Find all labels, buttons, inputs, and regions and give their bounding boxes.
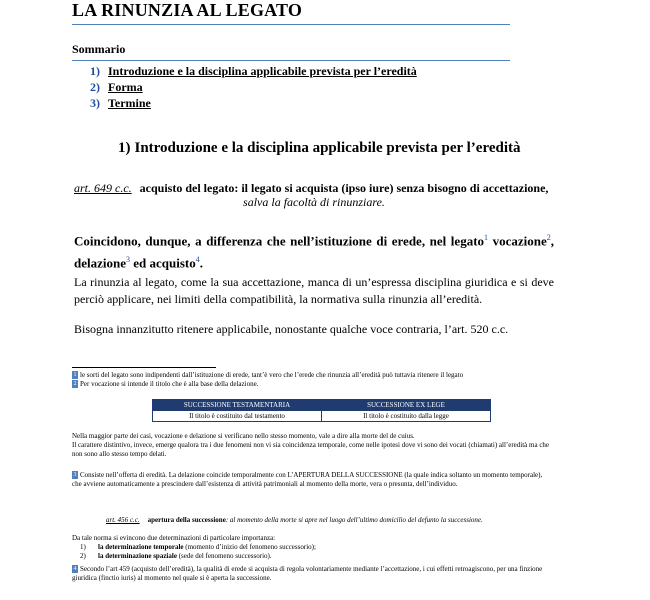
footnote-3 [72,471,552,489]
list-label: la determinazione temporale [98,543,184,551]
toc-item-forma[interactable] [90,79,417,95]
table-of-contents [90,63,417,111]
footnote-ref-2[interactable]: 2 [546,233,551,242]
coinc-text: Coincidono, dunque, a differenza che nell’istituzione di erede, nel legato [74,233,485,249]
toc-item-introduzione[interactable] [90,63,417,79]
table-cell: Il titolo è costituito dalla legge [322,411,491,422]
art-456-heading: apertura della successione [147,516,226,524]
art-649-reference[interactable]: art. 649 c.c. [74,181,132,195]
coinc-text: vocazione [488,233,547,249]
footnote-2 [72,380,552,389]
toc-link[interactable]: Introduzione e la disciplina applicabile prevista per l’eredità [108,64,417,78]
list-label: la determinazione spaziale [98,552,177,560]
footnote-marker: 4 [73,566,77,572]
footnote-2-para-1: Nella maggior parte dei casi, vocazione e delazione si verificano nello stesso momento, vale a dire alla morte del de cuius. [72,432,415,440]
footnote-marker: 3 [73,472,77,478]
sommario-divider [72,60,510,61]
coincidence-paragraph [74,228,554,273]
footnote-4 [72,565,552,583]
paragraph-art-520: Bisogna innanzitutto ritenere applicabile, nonostante qualche voce contraria, l’art. 520 c.c. [74,322,509,336]
section-number: 1) [118,140,131,156]
norm-list [80,543,560,561]
table-header: SUCCESSIONE TESTAMENTARIA [153,400,322,411]
art-456-reference[interactable]: art. 456 c.c. [106,516,140,524]
toc-number: 1) [90,64,100,78]
coinc-text: , delazione [74,233,554,271]
footnote-ref-3[interactable]: 3 [126,255,130,265]
footnote-separator [72,367,216,368]
toc-link[interactable]: Termine [108,96,151,110]
list-rest: (momento d’inizio del fenomeno successorio); [183,543,316,551]
footnote-ref-4[interactable]: 4 [195,255,200,265]
footnote-ref-1[interactable]: 1 [484,233,489,242]
norm-intro: Da tale norma si evincono due determinazioni di particolare importanza: [72,534,276,542]
list-number: 2) [80,552,86,560]
paragraph-rinunzia: La rinunzia al legato, come la sua accettazione, manca di un’espressa disciplina giuridica e si deve perciò applicare, nei limiti della compatibilità, la normativa sulla rinunzia all’eredità. [74,275,554,306]
art-649-continuation: salva la facoltà di rinunziare. [243,195,385,209]
sommario-label: Sommario [72,42,126,56]
footnote-text: Consiste nell’offerta di eredità. La delazione coincide temporalmente con L’APERTURA DELLA SUCCESSIONE (la quale indica soltanto un momento temporale), che avviene automaticamente a prescindere dall’esistenza di attività patrimoniali al momento della morte, vera o presunta, dell’individuo. [72,471,543,488]
title-divider [72,24,510,25]
footnote-1 [72,371,552,380]
art-649-heading: acquisto del legato [139,181,235,195]
footnote-text: Per vocazione si intende il titolo che è alla base della delazione. [80,380,259,388]
toc-link[interactable]: Forma [108,80,143,94]
footnote-text: le sorti del legato sono indipendenti dall’istituzione di erede, tant’è vero che l’erede che rinunzia all’eredità può tuttavia ritenere il legato [80,371,464,379]
list-item [80,552,560,561]
toc-number: 3) [90,96,100,110]
list-number: 1) [80,543,86,551]
section-title: Introduzione e la disciplina applicabile prevista per l’eredità [134,140,521,156]
coinc-text: . [199,255,203,271]
art-649-text: : il legato si acquista (ipso iure) senza bisogno di accettazione, [234,181,549,195]
art-456-text: : al momento della morte si apre nel luogo dell’ultimo domicilio del defunto la successione. [225,516,483,524]
document-title: LA RINUNZIA AL LEGATO [72,0,303,20]
footnote-marker: 2 [73,381,77,387]
coinc-text: ed acquisto [130,255,196,271]
section-heading [118,140,521,157]
footnote-text: Secondo l’art 459 (acquisto dell’eredità), la qualità di erede si acquista di regola volontariamente mediante l’accettazione, i cui effetti retroagiscono, per una finzione giuridica (finctio iuris) al momento nel quale si è aperta la successione. [72,565,543,582]
footnote-marker: 1 [73,372,77,378]
list-rest: (sede del fenomeno successorio). [176,552,272,560]
table-header-row [153,400,491,411]
footnote-2-para-2: Il carattere distintivo, invece, emerge qualora tra i due fenomeni non vi sia coincidenza temporale, come nelle ipotesi dove vi sono dei vocati (chiamati) all’eredità ma che non sono allo stesso tempo delati. [72,441,550,458]
toc-number: 2) [90,80,100,94]
toc-item-termine[interactable] [90,95,417,111]
table-row [153,411,491,422]
table-cell: Il titolo è costituito dal testamento [153,411,322,422]
list-item [80,543,560,552]
art-456-line [106,516,483,524]
table-header: SUCCESSIONE EX LEGE [322,400,491,411]
succession-table [152,399,491,422]
